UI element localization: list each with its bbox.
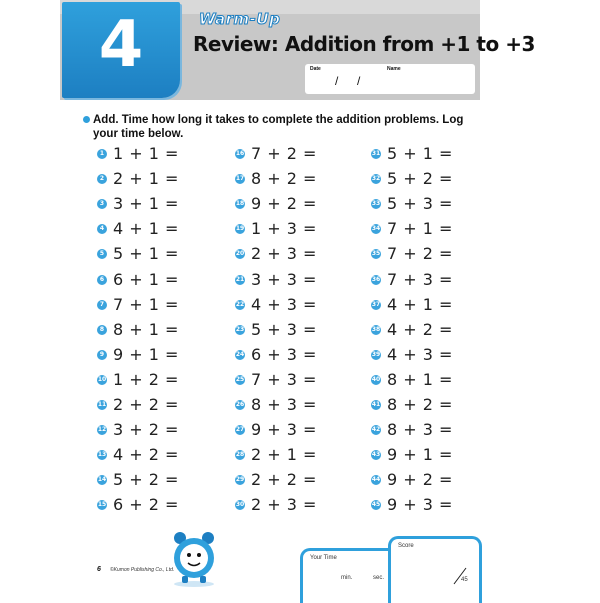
problem-number-badge: 6 xyxy=(97,275,107,285)
problem-item xyxy=(235,270,365,290)
problem-item xyxy=(371,395,501,415)
problem-number-badge: 35 xyxy=(371,250,381,258)
date-label: Date xyxy=(310,66,321,72)
problem-item xyxy=(371,219,501,239)
problem-item xyxy=(235,495,365,515)
problem-item xyxy=(97,244,227,264)
problem-item xyxy=(97,445,227,465)
problem-item xyxy=(371,169,501,189)
problem-number-badge: 26 xyxy=(235,401,245,408)
date-slash-1: / xyxy=(335,74,339,88)
problem-expression: 8 + 2 = xyxy=(251,169,317,189)
problem-number-badge: 31 xyxy=(371,150,381,157)
problem-item xyxy=(97,169,227,189)
problem-item xyxy=(371,420,501,440)
problem-number-badge: 20 xyxy=(235,250,245,258)
problem-item xyxy=(371,445,501,465)
problem-item xyxy=(235,219,365,239)
problem-item xyxy=(235,320,365,340)
score-label: Score xyxy=(398,543,414,549)
problem-number-badge: 14 xyxy=(97,476,107,484)
problem-item xyxy=(97,219,227,239)
your-time-label: Your Time xyxy=(310,555,337,561)
problem-expression: 2 + 3 = xyxy=(251,495,317,515)
problem-number-badge: 15 xyxy=(97,501,107,509)
problem-number-badge: 38 xyxy=(371,325,381,333)
problem-number-badge: 4 xyxy=(97,224,107,234)
problem-expression: 2 + 2 = xyxy=(113,395,179,414)
problem-expression: 7 + 2 = xyxy=(251,144,317,163)
problem-expression: 3 + 3 = xyxy=(251,269,317,289)
problem-number-badge: 34 xyxy=(371,225,381,233)
problem-item xyxy=(97,270,227,290)
problem-number-badge: 7 xyxy=(97,300,107,310)
problem-item xyxy=(235,395,365,415)
bullet-icon xyxy=(83,116,90,123)
problem-expression: 8 + 3 = xyxy=(251,395,317,414)
problem-expression: 7 + 3 = xyxy=(251,369,317,389)
problem-expression: 3 + 1 = xyxy=(113,194,179,214)
problem-item xyxy=(235,244,365,264)
problem-expression: 9 + 2 = xyxy=(251,194,317,214)
problem-item xyxy=(371,194,501,214)
problem-number-badge: 30 xyxy=(235,501,245,509)
problem-number-badge: 8 xyxy=(97,325,107,335)
problem-expression: 5 + 3 = xyxy=(251,319,317,339)
problem-expression: 8 + 1 = xyxy=(113,319,179,339)
problem-expression: 7 + 2 = xyxy=(387,244,453,264)
problem-expression: 8 + 3 = xyxy=(387,420,453,440)
problem-expression: 8 + 2 = xyxy=(387,395,453,414)
problem-item xyxy=(97,495,227,515)
problem-expression: 5 + 2 = xyxy=(113,470,179,490)
problem-item xyxy=(235,420,365,440)
problem-number-badge: 36 xyxy=(371,275,381,283)
score-box xyxy=(388,536,482,603)
problem-item xyxy=(371,244,501,264)
problem-expression: 4 + 1 = xyxy=(387,294,453,314)
problem-number-badge: 3 xyxy=(97,199,107,209)
problem-item xyxy=(371,320,501,340)
min-label: min. xyxy=(341,575,353,581)
problem-expression: 2 + 1 = xyxy=(251,445,317,465)
problem-number-badge: 37 xyxy=(371,300,381,308)
problem-expression: 3 + 2 = xyxy=(113,420,179,440)
problem-expression: 2 + 1 = xyxy=(113,169,179,189)
problem-expression: 7 + 1 = xyxy=(387,219,453,239)
problem-expression: 6 + 3 = xyxy=(251,344,317,364)
problem-number-badge: 44 xyxy=(371,476,381,484)
date-name-box xyxy=(305,64,475,94)
problem-number-badge: 27 xyxy=(235,426,245,434)
problem-expression: 1 + 1 = xyxy=(113,144,179,163)
problem-number-badge: 32 xyxy=(371,175,381,183)
unit-number-box xyxy=(62,2,180,98)
problem-number-badge: 40 xyxy=(371,375,381,383)
problem-number-badge: 29 xyxy=(235,476,245,484)
problem-item xyxy=(371,345,501,365)
problem-item xyxy=(97,194,227,214)
problem-expression: 4 + 1 = xyxy=(113,219,179,239)
problem-number-badge: 2 xyxy=(97,174,107,184)
problem-expression: 1 + 2 = xyxy=(113,369,179,389)
problem-number-badge: 43 xyxy=(371,451,381,459)
page-number: 6 xyxy=(97,566,101,573)
problem-item xyxy=(371,144,501,164)
sec-label: sec. xyxy=(373,575,385,581)
problem-item xyxy=(235,470,365,490)
problem-expression: 9 + 3 = xyxy=(387,495,453,515)
problem-item xyxy=(97,370,227,390)
problem-item xyxy=(235,345,365,365)
problem-expression: 1 + 3 = xyxy=(251,219,317,239)
name-label: Name xyxy=(387,66,401,72)
clock-mascot-icon xyxy=(168,530,220,588)
date-slash-2: / xyxy=(357,74,361,88)
problem-number-badge: 9 xyxy=(97,350,107,360)
problem-number-badge: 39 xyxy=(371,350,381,358)
problem-number-badge: 13 xyxy=(97,451,107,459)
problem-number-badge: 42 xyxy=(371,426,381,434)
problem-number-badge: 1 xyxy=(97,149,107,159)
problem-expression: 5 + 2 = xyxy=(387,169,453,189)
problem-expression: 7 + 1 = xyxy=(113,294,179,314)
problem-expression: 9 + 1 = xyxy=(387,445,453,465)
score-total: 45 xyxy=(461,577,468,583)
problem-item xyxy=(97,395,227,415)
problem-number-badge: 11 xyxy=(97,401,107,408)
problem-item xyxy=(371,495,501,515)
problem-expression: 2 + 3 = xyxy=(251,244,317,264)
problem-number-badge: 16 xyxy=(235,150,245,157)
problem-item xyxy=(235,194,365,214)
problem-number-badge: 18 xyxy=(235,200,245,208)
problem-item xyxy=(235,144,365,164)
warmup-label: Warm-Up xyxy=(199,10,281,28)
problem-number-badge: 45 xyxy=(371,501,381,509)
problem-number-badge: 28 xyxy=(235,451,245,459)
problem-number-badge: 33 xyxy=(371,200,381,208)
problem-expression: 4 + 2 = xyxy=(387,319,453,339)
problem-item xyxy=(97,420,227,440)
problem-expression: 8 + 1 = xyxy=(387,369,453,389)
problem-item xyxy=(97,470,227,490)
problem-expression: 2 + 2 = xyxy=(251,470,317,490)
problem-item xyxy=(97,144,227,164)
problem-item xyxy=(235,295,365,315)
problem-expression: 5 + 1 = xyxy=(113,244,179,264)
problem-number-badge: 19 xyxy=(235,225,245,233)
problem-expression: 9 + 1 = xyxy=(113,344,179,364)
problem-number-badge: 17 xyxy=(235,175,245,183)
problem-item xyxy=(97,295,227,315)
unit-number: 4 xyxy=(98,8,144,82)
problem-expression: 6 + 1 = xyxy=(113,269,179,289)
problem-expression: 6 + 2 = xyxy=(113,495,179,515)
problem-item xyxy=(371,470,501,490)
problem-expression: 5 + 3 = xyxy=(387,194,453,214)
instructions xyxy=(93,113,478,141)
publisher-credit: ©Kumon Publishing Co., Ltd. xyxy=(110,567,175,573)
problem-expression: 9 + 3 = xyxy=(251,420,317,440)
problem-item xyxy=(235,370,365,390)
page-title: Review: Addition from +1 to +3 xyxy=(193,32,535,56)
problem-expression: 9 + 2 = xyxy=(387,470,453,490)
problem-item xyxy=(235,169,365,189)
problem-item xyxy=(97,345,227,365)
problem-number-badge: 25 xyxy=(235,375,245,383)
problem-expression: 4 + 2 = xyxy=(113,445,179,465)
problem-item xyxy=(371,370,501,390)
problem-number-badge: 41 xyxy=(371,401,381,408)
problem-expression: 7 + 3 = xyxy=(387,269,453,289)
problem-number-badge: 24 xyxy=(235,350,245,358)
problem-item xyxy=(371,270,501,290)
problem-expression: 4 + 3 = xyxy=(251,294,317,314)
problem-number-badge: 10 xyxy=(97,375,107,383)
problem-expression: 4 + 3 = xyxy=(387,344,453,364)
problem-expression: 5 + 1 = xyxy=(387,144,453,163)
problem-number-badge: 12 xyxy=(97,426,107,434)
problem-item xyxy=(235,445,365,465)
problem-number-badge: 23 xyxy=(235,325,245,333)
problem-number-badge: 21 xyxy=(235,275,245,283)
problem-item xyxy=(371,295,501,315)
problem-number-badge: 5 xyxy=(97,249,107,259)
problem-number-badge: 22 xyxy=(235,300,245,308)
problem-item xyxy=(97,320,227,340)
instructions-text: Add. Time how long it takes to complete the addition problems. Log your time below. xyxy=(93,114,464,140)
